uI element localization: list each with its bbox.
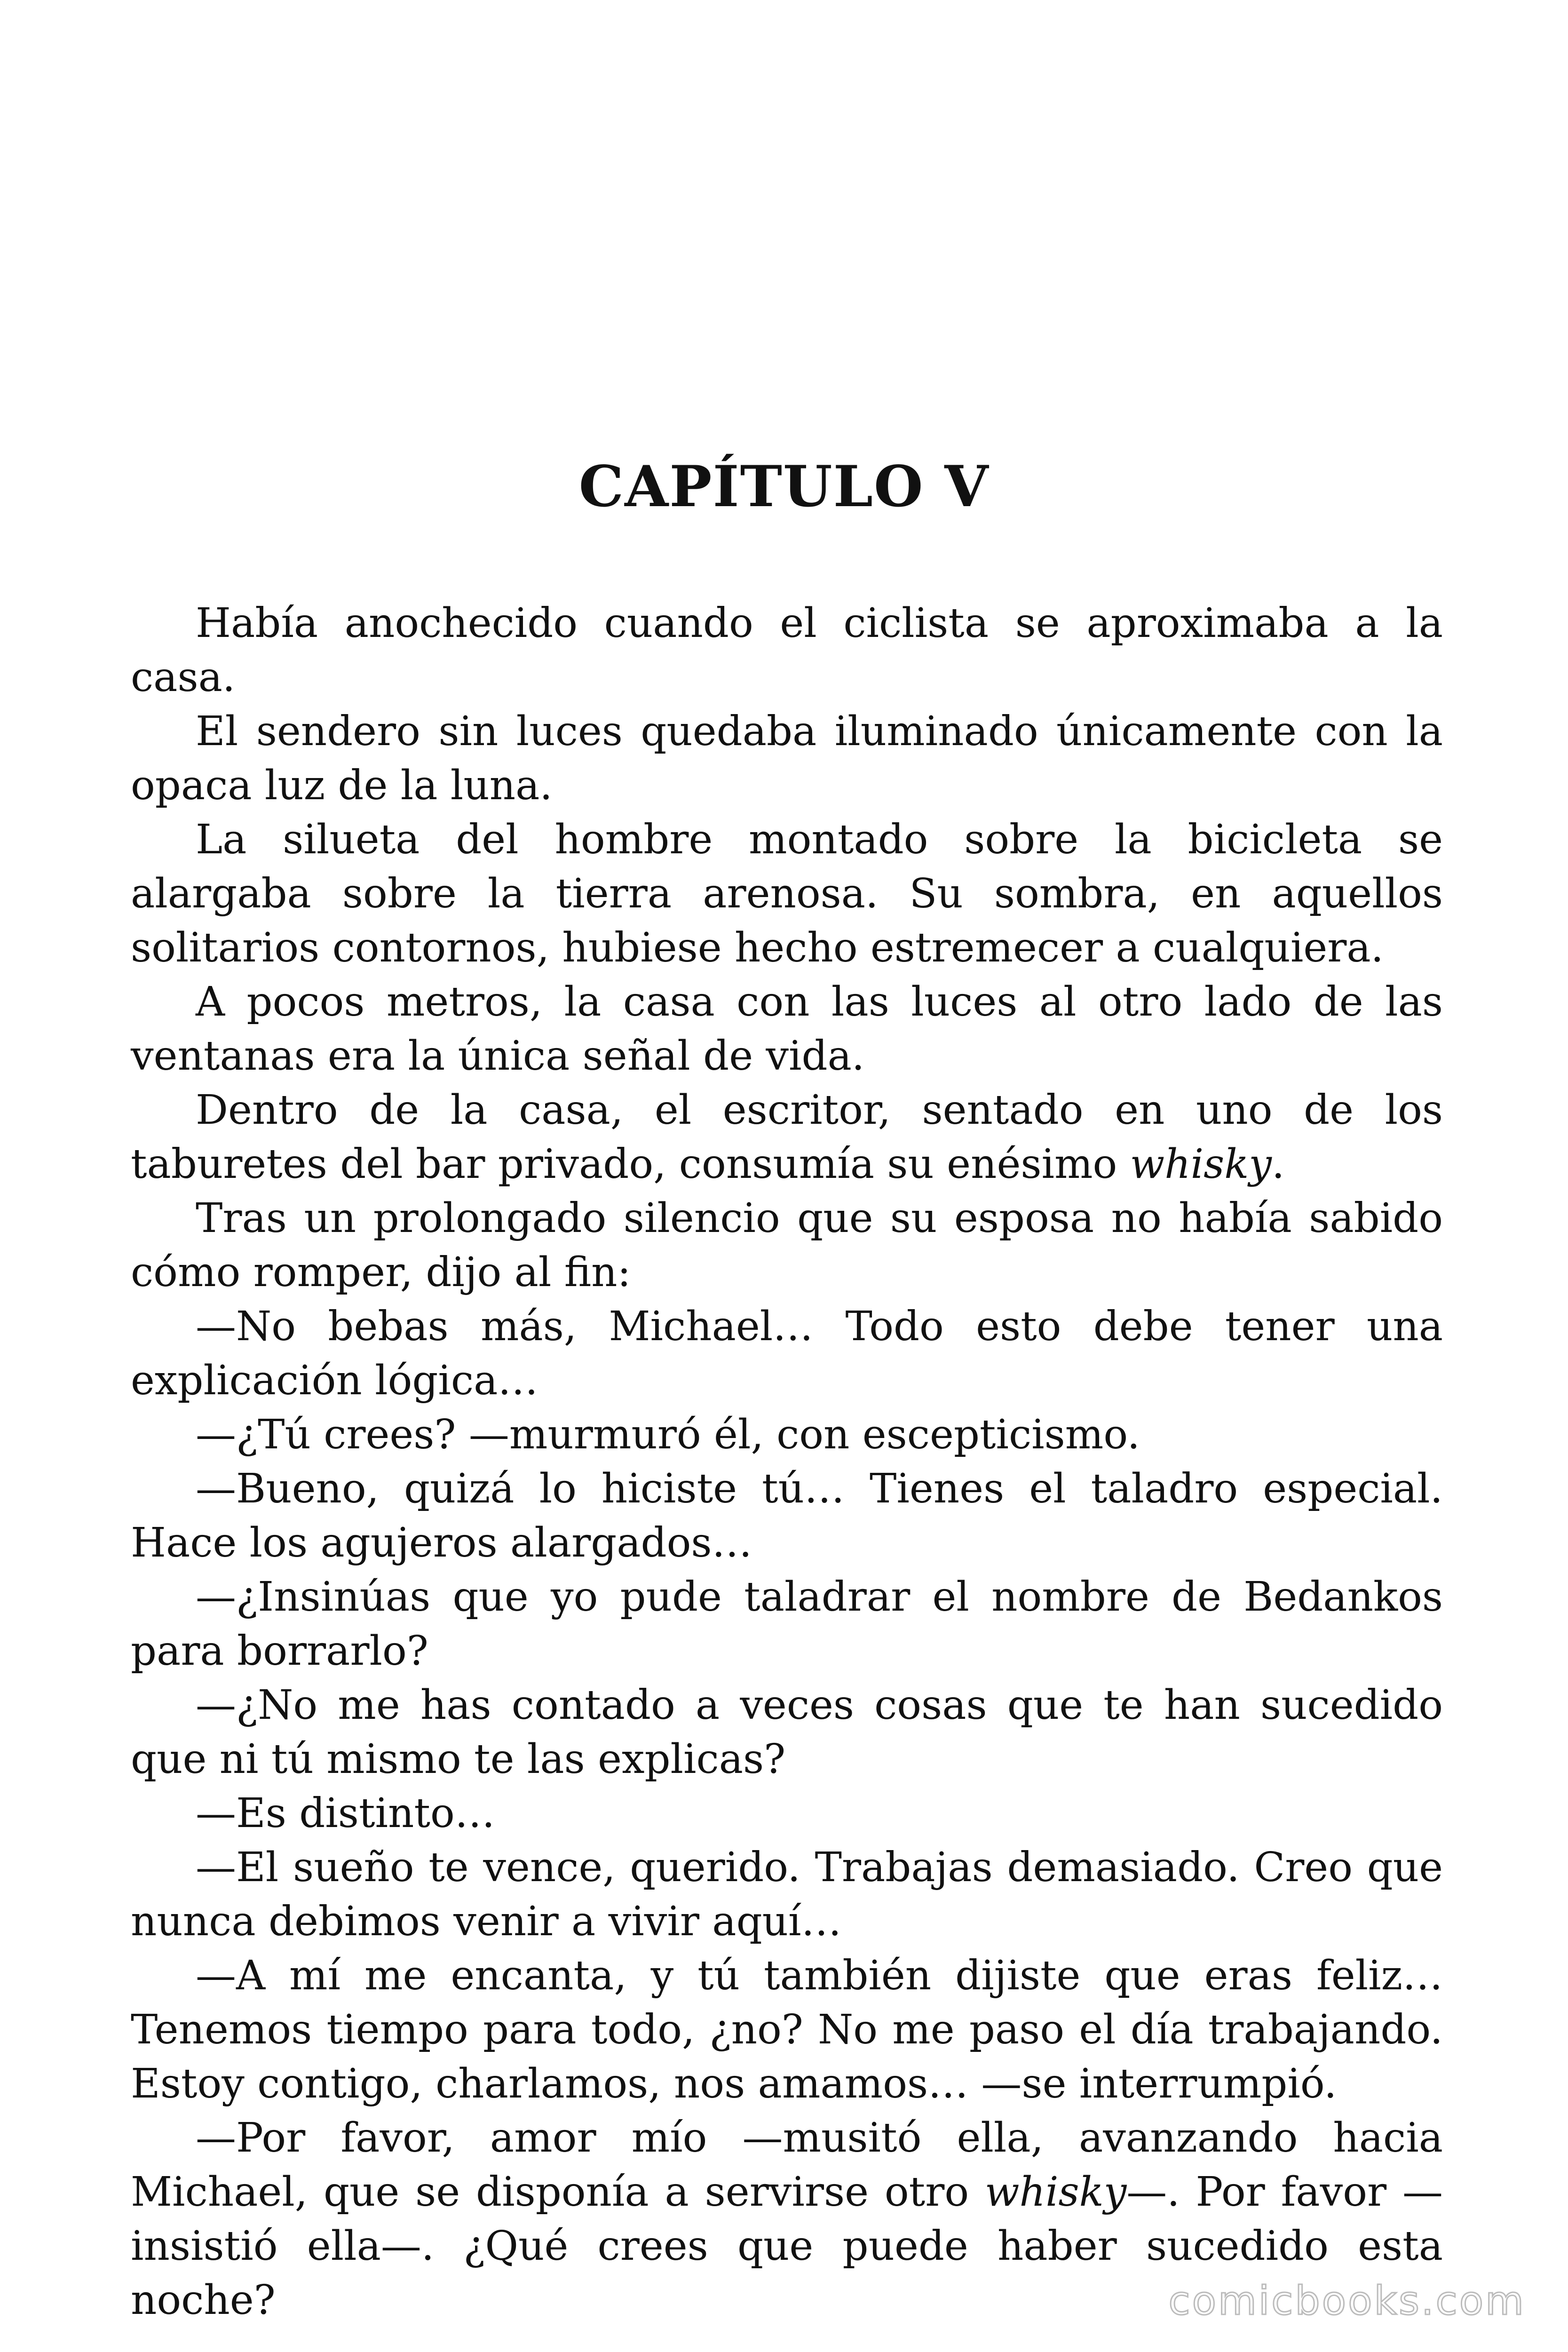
chapter-body — [131, 596, 1443, 2328]
chapter-title: CAPÍTULO V — [578, 453, 990, 520]
paragraph — [131, 1949, 1443, 2111]
paragraph — [131, 1787, 1443, 1841]
paragraph — [131, 975, 1443, 1083]
paragraph-text: A pocos metros, la casa con las luces al otro lado de las ventanas era la única señal de vida. — [131, 978, 1443, 1080]
paragraph — [131, 1408, 1443, 1462]
paragraph-text: . — [1271, 1141, 1285, 1188]
italic-text: whisky — [984, 2169, 1127, 2216]
paragraph-text: —¿Insinúas que yo pude taladrar el nombre de Bedankos para borrarlo? — [131, 1573, 1443, 1675]
paragraph — [131, 1462, 1443, 1570]
watermark-logo: comicbooks.com — [1168, 2278, 1526, 2324]
paragraph-text: —¿Tú crees? —murmuró él, con escepticismo. — [196, 1411, 1140, 1458]
paragraph — [131, 705, 1443, 813]
paragraph-text: —El sueño te vence, querido. Trabajas demasiado. Creo que nunca debimos venir a vivir aquí… — [131, 1844, 1443, 1945]
italic-text: whisky — [1130, 1141, 1272, 1188]
paragraph-text: Dentro de la casa, el escritor, sentado en uno de los taburetes del bar privado, consumía su enésimo — [131, 1087, 1443, 1188]
paragraph-text: La silueta del hombre montado sobre la bicicleta se alargaba sobre la tierra arenosa. Su sombra, en aquellos solitarios contornos, hubiese hecho estremecer a cualquiera. — [131, 816, 1443, 971]
paragraph-text: Había anochecido cuando el ciclista se aproximaba a la casa. — [131, 600, 1443, 701]
paragraph — [131, 1083, 1443, 1192]
paragraph-text: —Bueno, quizá lo hiciste tú… Tienes el taladro especial. Hace los agujeros alargados… — [131, 1465, 1443, 1566]
paragraph — [131, 1678, 1443, 1787]
paragraph-text: —Por favor, amor mío —musitó ella, avanzando hacia Michael, que se disponía a servirse otro — [131, 2114, 1443, 2216]
paragraph-text: Tras un prolongado silencio que su esposa no había sabido cómo romper, dijo al fin: — [131, 1195, 1443, 1296]
paragraph — [131, 1300, 1443, 1408]
paragraph — [131, 1841, 1443, 1949]
paragraph-text: El sendero sin luces quedaba iluminado únicamente con la opaca luz de la luna. — [131, 708, 1443, 809]
paragraph-text: —No bebas más, Michael… Todo esto debe tener una explicación lógica… — [131, 1303, 1443, 1404]
paragraph-text: —Es distinto… — [196, 1790, 495, 1837]
paragraph-text: —¿No me has contado a veces cosas que te han sucedido que ni tú mismo te las explicas? — [131, 1682, 1443, 1783]
paragraph — [131, 813, 1443, 975]
paragraph-text: —A mí me encanta, y tú también dijiste que eras feliz… Tenemos tiempo para todo, ¿no? No me paso el día trabajando. Estoy contigo, charlamos, nos amamos… —se interrumpió. — [131, 1952, 1443, 2107]
paragraph — [131, 1192, 1443, 1300]
paragraph-text: —. Por favor —insistió ella—. ¿Qué crees que puede haber sucedido esta noche? — [131, 2169, 1443, 2324]
paragraph — [131, 1570, 1443, 1678]
paragraph — [131, 596, 1443, 705]
